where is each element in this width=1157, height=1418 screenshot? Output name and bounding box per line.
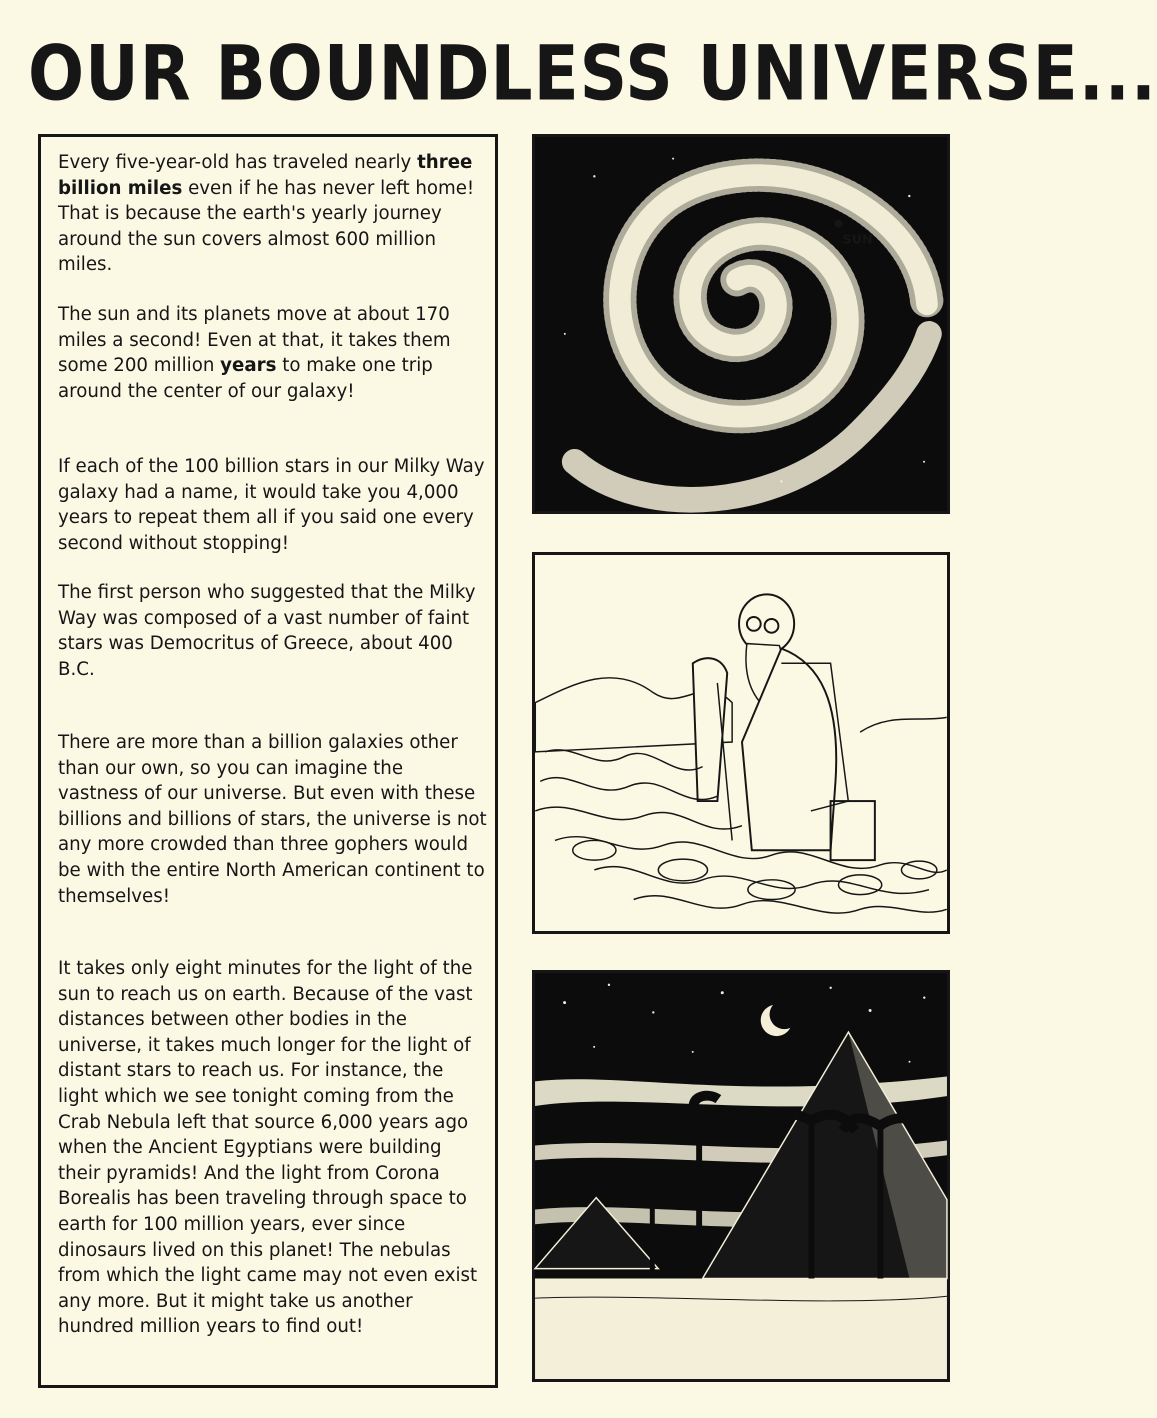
pyramids-panel xyxy=(532,970,950,1382)
pyramids-illustration xyxy=(535,973,947,1379)
paragraph-sun-speed: The sun and its planets move at about 170 miles a second! Even at that, it takes them some 200 million years to make one trip around the center of our galaxy! xyxy=(58,304,451,402)
galaxy-illustration xyxy=(535,137,947,511)
democritus-illustration xyxy=(535,555,947,931)
paragraph-five-year-old: Every five-year-old has traveled nearly three billion miles even if he has never left home! That is because the earth's yearly journey around the sun covers almost 600 million miles. xyxy=(58,152,475,276)
paragraph-light-travel: It takes only eight minutes for the light of the sun to reach us on earth. Because of the vast distances between other bodies in the universe, it takes much longer for the light of distant stars to reach us. For instance, the light which we see tonight coming from the Crab Nebula left that source 6,000 years ago when the Ancient Egyptians were building their pyramids! And the light from Corona Borealis has been traveling through space to earth for 100 million years, ever since dinosaurs lived on this planet! The nebulas from which the light came may not even exist any more. But it might take us another hundred million years to find out! xyxy=(58,958,478,1338)
paragraph-democritus: The first person who suggested that the Milky Way was composed of a vast number of faint stars was Democritus of Greece, about 400 B.C. xyxy=(58,582,476,680)
old-man-icon xyxy=(739,594,875,860)
scroll-icon xyxy=(693,658,732,840)
paper-pile-icon xyxy=(535,750,946,913)
sun-label: SUN xyxy=(842,232,873,248)
democritus-panel xyxy=(532,552,950,934)
galaxy-panel xyxy=(532,134,950,514)
paragraph-galaxies: There are more than a billion galaxies other than our own, so you can imagine the vastness of our universe. But even with these billions and billions of stars, the universe is not any more crowded than three gophers would be with the entire North American continent to themselves! xyxy=(58,732,487,907)
page-title: OUR BOUNDLESS UNIVERSE... xyxy=(28,29,1157,118)
paragraph-milky-way-names: If each of the 100 billion stars in our Milky Way galaxy had a name, it would take you 4,000 years to repeat them all if you said one every second without stopping! xyxy=(58,456,485,554)
